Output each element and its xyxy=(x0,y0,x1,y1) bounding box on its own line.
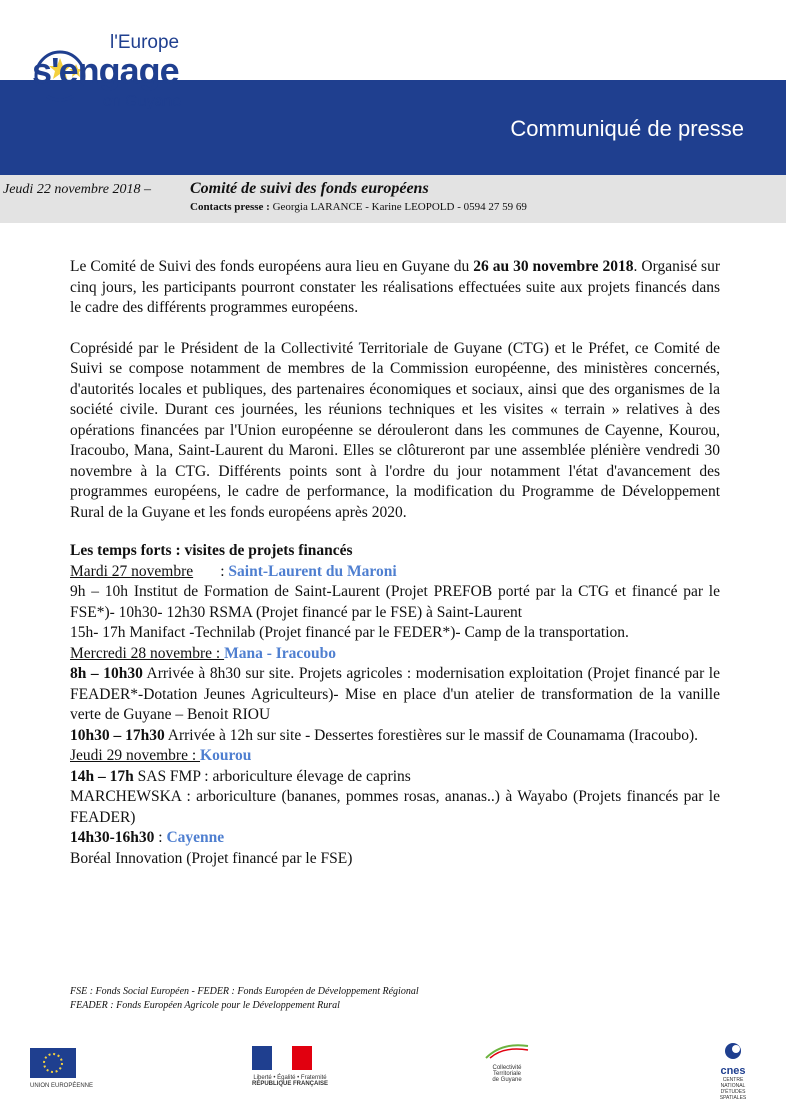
day2-time1: 8h – 10h30 xyxy=(70,665,143,682)
eu-label: UNION EUROPÉENNE xyxy=(30,1083,94,1089)
subheader xyxy=(0,175,786,223)
day2-heading xyxy=(70,644,720,665)
logo-line3: en Guyane xyxy=(103,93,182,110)
section-title-text: Les temps forts : visites de projets financés xyxy=(70,542,353,559)
rf-logo xyxy=(252,1046,328,1087)
europe-logo xyxy=(30,30,190,120)
ctg-label-1: Collectivité xyxy=(492,1065,522,1071)
footnote-2: FEADER : Fonds Européen Agricole pour le Développement Rural xyxy=(70,1000,340,1011)
intro-dates: 26 au 30 novembre 2018 xyxy=(473,258,634,275)
eu-logo xyxy=(30,1048,93,1089)
paragraph-intro xyxy=(70,257,720,319)
day1-item2: 15h- 17h Manifact -Technilab (Projet financé par le FEDER*)- Camp de la transportation. xyxy=(70,624,629,641)
day1-place: Saint-Laurent du Maroni xyxy=(228,562,397,580)
day3-place: Kourou xyxy=(200,747,252,764)
day2-text1: Arrivée à 8h30 sur site. Projets agricoles : modernisation exploitation (Projet financé par le FEADER*-Dotation Jeunes Agriculteurs)- Mise en place d'un atelier de transformation de la vanille verte de Guyane – Benoit RIOU xyxy=(70,665,720,723)
intro-text-end: . Organisé sur cinq jours, les participants pourront constater les réalisations effectuées suite aux projets financés dans le cadre des différents programmes européens. xyxy=(70,258,720,316)
ctg-logo xyxy=(482,1040,532,1083)
day3-item3 xyxy=(70,828,720,849)
cnes-icon xyxy=(710,1042,756,1060)
footnotes xyxy=(70,985,419,1013)
day3-sep: : xyxy=(154,829,167,846)
intro-text: Le Comité de Suivi des fonds européens aura lieu en Guyane du xyxy=(70,258,474,275)
press-contacts xyxy=(190,201,527,213)
day3-item4: Boréal Innovation (Projet financé par le FSE) xyxy=(70,849,353,867)
day1-sep: : xyxy=(193,562,229,580)
day1-item1: 9h – 10h Institut de Formation de Saint-Laurent (Projet PREFOB porté par la CTG et financé par le FSE*)- 10h30- 12h30 RSMA (Projet financé par le FSE) à Saint-Laurent xyxy=(70,583,720,621)
contacts-label: Contacts presse : xyxy=(190,201,270,213)
day3-time2: 14h30-16h30 xyxy=(70,829,155,846)
day3-place2: Cayenne xyxy=(166,829,225,846)
day3-item2: MARCHEWSKA : arboriculture (bananes, pommes rosas, ananas..) à Wayabo (Projets financés par le FEADER) xyxy=(70,788,720,826)
rf-motto: Liberté • Égalité • Fraternité xyxy=(253,1075,327,1081)
cnes-name: cnes xyxy=(720,1065,746,1077)
page-title: Communiqué de presse xyxy=(510,116,744,141)
rf-label: RÉPUBLIQUE FRANÇAISE xyxy=(252,1081,329,1087)
logo-line1: l'Europe xyxy=(110,32,180,53)
press-date: Jeudi 22 novembre 2018 – xyxy=(3,182,151,197)
cnes-sub-2: D'ÉTUDES SPATIALES xyxy=(719,1089,747,1101)
marianne-icon xyxy=(252,1046,312,1070)
day2-time2: 10h30 – 17h30 xyxy=(70,726,165,744)
logo-line2: s'engage xyxy=(32,50,179,91)
partner-logos xyxy=(0,1040,786,1101)
day1-heading xyxy=(70,562,720,583)
day3-time1: 14h – 17h xyxy=(70,767,134,785)
day3-text1: SAS FMP : arboriculture élevage de caprins xyxy=(133,767,411,785)
document-body xyxy=(70,257,720,869)
day2-place: Mana - Iracoubo xyxy=(224,644,337,662)
day3-heading xyxy=(70,746,720,767)
day3-label: Jeudi 29 novembre : xyxy=(70,747,201,764)
cnes-logo xyxy=(710,1042,756,1101)
footnote-1: FSE : Fonds Social Européen - FEDER : Fonds Européen de Développement Régional xyxy=(70,986,419,997)
day2-label: Mercredi 28 novembre : xyxy=(70,644,225,662)
paragraph-details: Coprésidé par le Président de la Collectivité Territoriale de Guyane (CTG) et le Préfet, ce Comité de Suivi se compose notamment de membres de la Commission européenne, des ministères concernés, d'autorités locales et publiques, des partenaires économiques et sociaux, ainsi que des organismes de la société civile. Durant ces journées, les réunions techniques et les visites « terrain » relatives à des opérations financées par l'Union européenne se dérouleront dans les communes de Cayenne, Kourou, Iracoubo, Mana, Saint-Laurent du Maroni. Elles se clôtureront par une assemblée plénière vendredi 30 novembre à la CTG. Différents points sont à l'ordre du jour notamment l'état d'avancement des programmes européens, le cadre de performance, la modification du Programme de Développement Rural de la Guyane et les fonds européens après 2020. xyxy=(70,339,720,521)
day2-item2 xyxy=(70,726,720,747)
day2-text2: Arrivée à 12h sur site - Dessertes forestières sur le massif de Counamama (Iracoubo). xyxy=(164,726,699,744)
day2-item1 xyxy=(70,664,720,726)
ctg-swoosh-icon xyxy=(482,1040,532,1060)
ctg-label-2: Territoriale xyxy=(492,1071,521,1077)
press-title: Comité de suivi des fonds européens xyxy=(190,180,429,197)
section-title xyxy=(70,541,720,562)
cnes-sub-1: CENTRE NATIONAL xyxy=(720,1077,746,1089)
day1-label: Mardi 27 novembre xyxy=(70,562,194,580)
eu-flag-icon xyxy=(30,1048,76,1078)
ctg-label-3: de Guyane xyxy=(492,1077,522,1083)
contacts-value: Georgia LARANCE - Karine LEOPOLD - 0594 27 59 69 xyxy=(269,201,527,213)
day3-item1 xyxy=(70,767,720,788)
